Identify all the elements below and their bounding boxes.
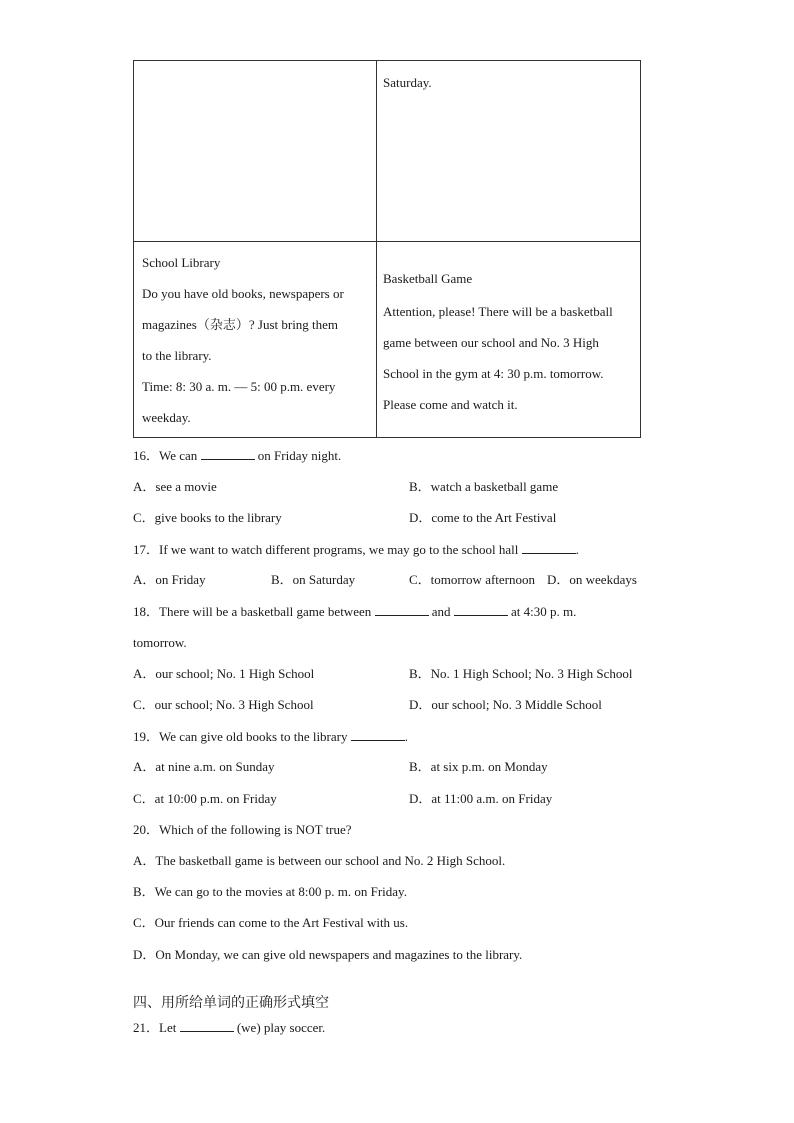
answer-blank[interactable] xyxy=(351,728,405,741)
question-18-continued: tomorrow. xyxy=(133,635,187,650)
question-text: 19．We can give old books to the library xyxy=(133,729,351,744)
option-16-d[interactable]: D．come to the Art Festival xyxy=(409,510,557,525)
option-19-b[interactable]: B．at six p.m. on Monday xyxy=(409,759,548,774)
question-16 xyxy=(133,447,341,464)
basketball-line: School in the gym at 4: 30 p.m. tomorrow. xyxy=(383,366,604,381)
basketball-line: Attention, please! There will be a basketball xyxy=(383,304,613,319)
question-text: . xyxy=(575,542,579,557)
option-16-c[interactable]: C．give books to the library xyxy=(133,510,282,525)
question-text: (we) play soccer. xyxy=(233,1020,326,1035)
library-line: weekday. xyxy=(142,410,191,425)
basketball-line: Please come and watch it. xyxy=(383,397,518,412)
question-text: and xyxy=(428,604,454,619)
question-17 xyxy=(133,541,579,558)
question-19 xyxy=(133,728,408,745)
library-line: magazines（杂志）? Just bring them xyxy=(142,317,339,332)
option-17-a[interactable]: A．on Friday xyxy=(133,572,206,587)
option-18-c[interactable]: C．our school; No. 3 High School xyxy=(133,697,314,712)
basketball-title: Basketball Game xyxy=(383,271,473,286)
table-cell-basketball-game xyxy=(377,242,642,439)
question-text: at 4:30 p. m. xyxy=(507,604,577,619)
option-19-d[interactable]: D．at 11:00 a.m. on Friday xyxy=(409,791,553,806)
option-16-a[interactable]: A．see a movie xyxy=(133,479,217,494)
question-18 xyxy=(133,603,576,620)
option-18-b[interactable]: B．No. 1 High School; No. 3 High School xyxy=(409,666,633,681)
cell-text: Saturday. xyxy=(383,75,432,90)
section-heading: 四、用所给单词的正确形式填空 xyxy=(133,995,329,1011)
answer-blank[interactable] xyxy=(201,447,255,460)
question-20: 20．Which of the following is NOT true? xyxy=(133,822,352,837)
option-20-b[interactable]: B．We can go to the movies at 8:00 p. m. on Friday. xyxy=(133,884,407,899)
question-text: 21．Let xyxy=(133,1020,180,1035)
question-text: . xyxy=(404,729,408,744)
option-18-d[interactable]: D．our school; No. 3 Middle School xyxy=(409,697,602,712)
option-16-b[interactable]: B．watch a basketball game xyxy=(409,479,559,494)
basketball-line: game between our school and No. 3 High xyxy=(383,335,599,350)
option-17-b[interactable]: B．on Saturday xyxy=(271,572,356,587)
question-21 xyxy=(133,1019,325,1036)
notice-table xyxy=(133,60,641,438)
question-text: 18．There will be a basketball game between xyxy=(133,604,375,619)
question-text: 17．If we want to watch different programs, we may go to the school hall xyxy=(133,542,522,557)
table-cell-school-library xyxy=(134,242,376,439)
option-19-c[interactable]: C．at 10:00 p.m. on Friday xyxy=(133,791,277,806)
option-18-a[interactable]: A．our school; No. 1 High School xyxy=(133,666,315,681)
answer-blank[interactable] xyxy=(522,541,576,554)
answer-blank[interactable] xyxy=(180,1019,234,1032)
library-line: Time: 8: 30 a. m. — 5: 00 p.m. every xyxy=(142,379,336,394)
question-text: 16．We can xyxy=(133,448,201,463)
option-20-c[interactable]: C．Our friends can come to the Art Festival with us. xyxy=(133,915,409,930)
option-20-a[interactable]: A．The basketball game is between our school and No. 2 High School. xyxy=(133,853,506,868)
table-cell-empty xyxy=(134,61,376,241)
library-line: to the library. xyxy=(142,348,212,363)
answer-blank[interactable] xyxy=(454,603,508,616)
option-17-d[interactable]: D．on weekdays xyxy=(547,572,637,587)
option-20-d[interactable]: D．On Monday, we can give old newspapers and magazines to the library. xyxy=(133,947,523,962)
option-19-a[interactable]: A．at nine a.m. on Sunday xyxy=(133,759,275,774)
library-title: School Library xyxy=(142,255,221,270)
table-cell-saturday xyxy=(377,61,642,241)
option-17-c[interactable]: C．tomorrow afternoon xyxy=(409,572,536,587)
library-line: Do you have old books, newspapers or xyxy=(142,286,344,301)
question-text: on Friday night. xyxy=(254,448,342,463)
answer-blank[interactable] xyxy=(375,603,429,616)
